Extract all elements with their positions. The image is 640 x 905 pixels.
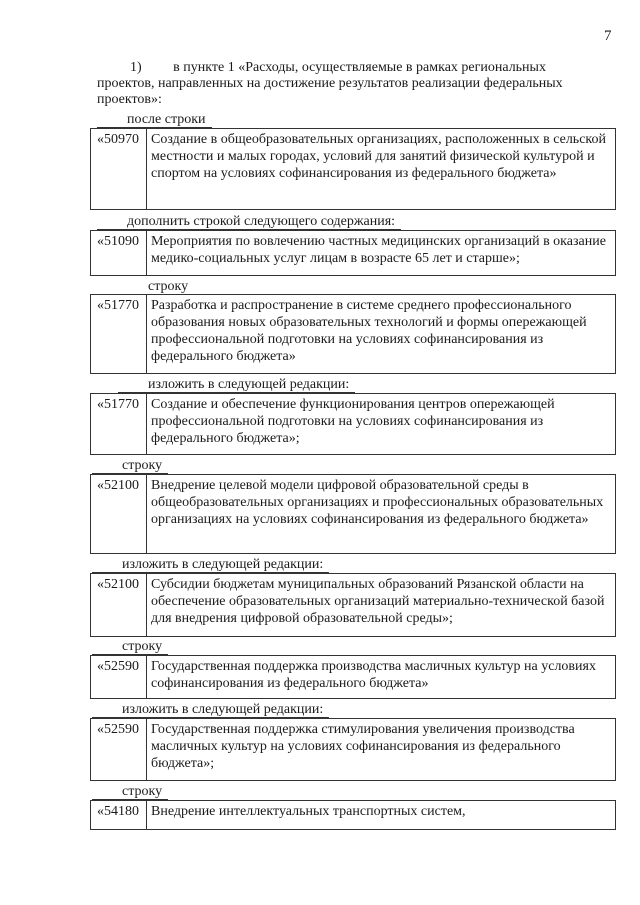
table-row — [90, 718, 616, 781]
intro-rest: проектов, направленных на достижение результатов реализации федеральных проектов»: — [97, 76, 563, 107]
instruction-label: дополнить строкой следующего содержания: — [127, 214, 396, 229]
row-code: «52590 — [91, 656, 147, 698]
table-row — [90, 474, 616, 554]
instruction-label: строку — [122, 458, 163, 473]
intro-paragraph — [97, 60, 615, 108]
table-row — [90, 393, 616, 455]
table-row — [90, 294, 616, 374]
row-text: Государственная поддержка производства масличных культур на условиях софинансирования из федерального бюджета» — [151, 659, 596, 691]
row-code: «54180 — [91, 801, 147, 829]
intro-first-line: 1) в пункте 1 «Расходы, осуществляемые в рамках региональных — [130, 60, 546, 75]
row-text: Разработка и распространение в системе среднего профессионального образования новых образовательных технологий и формы опережающей профессиональной подготовки на условиях софинансирования из федерального бюджета» — [151, 298, 587, 364]
row-code: «51770 — [91, 295, 147, 373]
row-code: «52100 — [91, 574, 147, 636]
instruction-label: строку — [122, 784, 163, 799]
instruction-label: строку — [148, 279, 189, 294]
instruction-label: изложить в следующей редакции: — [122, 702, 324, 717]
page-number: 7 — [604, 28, 612, 44]
instruction-label: строку — [122, 639, 163, 654]
table-row — [90, 655, 616, 699]
instruction-label: изложить в следующей редакции: — [122, 557, 324, 572]
table-row — [90, 800, 616, 830]
row-code: «52100 — [91, 475, 147, 553]
row-text: Создание и обеспечение функционирования центров опережающей профессиональной подготовки на условиях софинансирования из федерального бюджета»; — [151, 397, 555, 446]
row-code: «51090 — [91, 231, 147, 275]
row-text: Мероприятия по вовлечению частных медицинских организаций в оказание медико-социальных услуг лицам в возрасте 65 лет и старше»; — [151, 234, 606, 266]
row-text: Внедрение интеллектуальных транспортных систем, — [151, 804, 466, 819]
instruction-label: изложить в следующей редакции: — [148, 377, 350, 392]
row-code: «50970 — [91, 129, 147, 209]
row-text: Субсидии бюджетам муниципальных образований Рязанской области на обеспечение образовательных организаций материально-технической базой для внедрения цифровой образовательной среды»; — [151, 577, 605, 626]
row-code: «52590 — [91, 719, 147, 780]
row-text: Создание в общеобразовательных организациях, расположенных в сельской местности и малых городах, условий для занятий физической культурой и спортом на условиях софинансирования из федерального бюджета» — [151, 132, 606, 181]
row-code: «51770 — [91, 394, 147, 454]
row-text: Внедрение целевой модели цифровой образовательной среды в общеобразовательных организациях и профессиональных образовательных организациях на условиях софинансирования из федерального бюджета» — [151, 478, 604, 527]
table-row — [90, 573, 616, 637]
table-row — [90, 230, 616, 276]
instruction-label: после строки — [127, 112, 206, 127]
row-text: Государственная поддержка стимулирования увеличения производства масличных культур на условиях софинансирования из федерального бюджета»; — [151, 722, 575, 771]
table-row — [90, 128, 616, 210]
